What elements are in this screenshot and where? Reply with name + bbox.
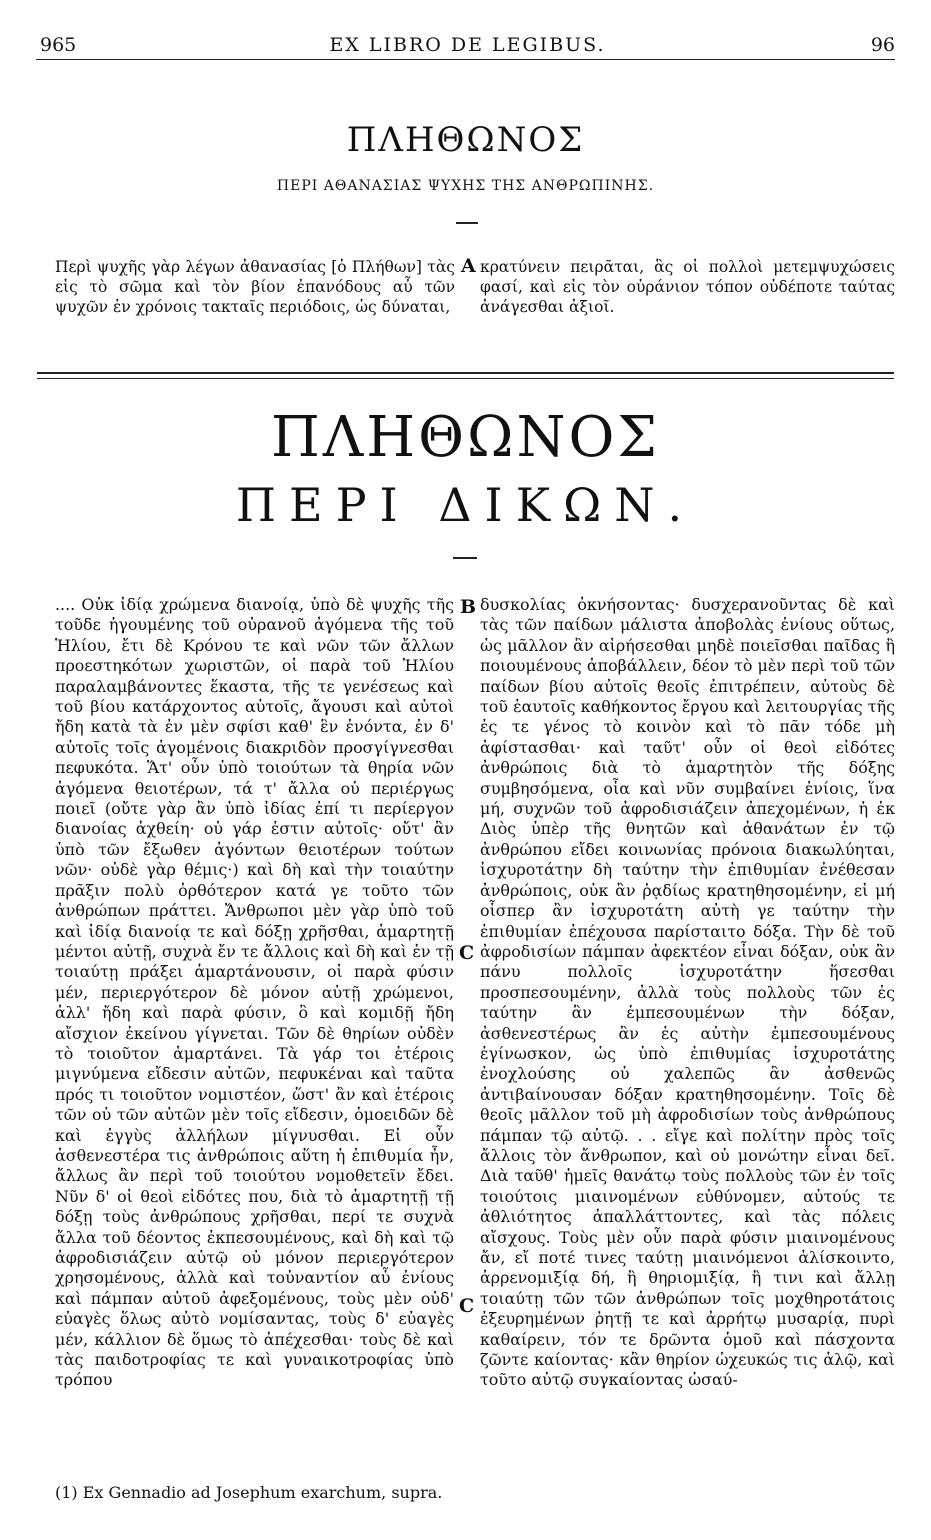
- section1-column-right: [480, 257, 895, 317]
- footnote: (1) Ex Gennadio ad Josephum exarchum, supra.: [55, 1483, 443, 1502]
- section2-dash: [453, 557, 477, 559]
- running-head: [40, 34, 895, 56]
- page-number-left: 965: [40, 34, 77, 56]
- section2-column-right: [480, 595, 895, 1391]
- margin-letter-c-second: C: [459, 1295, 475, 1317]
- section2-text-left: .... Οὐκ ἰδίᾳ χρώμενα διανοίᾳ, ὑπὸ δὲ ψυχῆς τῆς τοῦδε ἡγουμένης τοῦ οὐρανοῦ ἀγόμενα τῆς τοῦ Ἡλίου, ἔτι δὲ Κρόνου τε καὶ νῶν τῶν ἄλλων προεστηκότων χωριστῶν, οἱ παρὰ τοῦ Ἡλίου παραλαμβάνοντες ἕκαστα, τῆς τε γενέσεως καὶ τοῦ βίου κατάρχοντος αὐτοῖς, ἄγουσι καὶ αὐτοὶ ἤδη κατὰ τὰ ἐν μὲν σφίσι καθ' ἓν ἐνόντα, ἐν δ' αὐτοῖς τοῖς ἀγομένοις διακριδὸν προσγίγνεσθαι πεφυκότα. Ἅτ' οὖν ὑπὸ τοιούτων τὰ θηρία νῶν ἀγόμενα θειοτέρων, τά τ' ἄλλα οὐ περιέργως ποιεῖ (οὔτε γὰρ ἂν ὑπὸ ἰδίας ἐπί τι περίεργον διανοίας ἀχθείη· οὐ γάρ ἐστιν αὐτοῖς· οὔτ' ἂν ὑπὸ τῶν ἔξωθεν ἀγόντων θειοτέρων τούτων νῶν· οὐδὲ γὰρ θέμις·) καὶ δὴ καὶ τὴν τοιαύτην πρᾶξιν πολὺ ὀρθότερον κατά γε τοῦτο τῶν ἀνθρώπων πράττει. Ἄνθρωποι μὲν γὰρ ὑπὸ τοῦ καὶ ἰδίᾳ διανοίᾳ τε καὶ δόξῃ χρῆσθαι, ἁμαρτητῇ μέντοι αὐτῇ, συχνὰ ἔν τε ἄλλοις καὶ δὴ καὶ ἐν τῇ τοιαύτῃ πράξει ἁμαρτάνουσιν, οἱ παρὰ φύσιν μέν, περιεργότερον δὲ μόνον αὐτῇ χρώμενοι, ἀλλ' ἤδη καὶ παρὰ φύσιν, ὃ καὶ κομιδῇ ἤδη αἴσχιον ἐκείνου γίγνεται. Τῶν δὲ θηρίων οὐδὲν τὸ τοιοῦτον ἁμαρτάνει. Τὰ γάρ τοι ἑτέροις μιγνύμενα εἴδεσιν αὐτῶν, πεφυκέναι καὶ ταῦτα πρός τι τοιοῦτον νομιστέον, ὥστ' ἂν καὶ ἑτέροις τῶν οὐ τῶν αὐτῶν μὲν τοῖς εἴδεσιν, ὁμοειδῶν δὲ καὶ ἐγγὺς ἀλλήλων μίγνυσθαι. Εἰ οὖν ἀσθενεστέρα τις ἀνθρώποις αὕτη ἡ ἐπιθυμία ἦν, ἄλλως ἂν περὶ τοῦ τοιούτου νομοθετεῖν ἔδει. Νῦν δ' οἱ θεοὶ εἰδότες που, διὰ τὸ ἁμαρτητῇ τῇ δόξῃ τοὺς ἀνθρώπους χρῆσθαι, περί τε συχνὰ ἄλλα τοῦ δέοντος ἐκπεσουμένους, καὶ δὴ καὶ τῷ ἀφροδισιάζειν αὐτῷ οὐ μόνον περιεργότερον χρησομένους, ἀλλὰ καὶ τοὐναντίον αὖ ἐνίους καὶ πάμπαν αὐτοῦ ἀφεξομένους, τοὺς μὲν οὐδ' εὐαγὲς ὅλως αὐτὸ νομίσαντας, τοὺς δ' εὐαγὲς μέν, κάλλιον δὲ ὅμως τὸ ἀπέχεσθαι· τοὺς δὲ καὶ τὰς παιδοτροφίας τε καὶ γυναικοτροφίας ὑπὸ τρόπου: [55, 595, 454, 1390]
- section2-column-left: [55, 595, 454, 1391]
- header-rule: [36, 59, 895, 60]
- margin-letter-b: B: [460, 596, 477, 618]
- section1-text-right: κρατύνειν πειρᾶται, ἃς οἱ πολλοὶ μετεμψυχώσεις φασί, καὶ εἰς τὸν οὐράνιον τόπον οὐδέποτε ταύτας ἀνάγεσθαι ἀξιοῖ.: [480, 258, 895, 316]
- section-divider: [37, 372, 894, 379]
- running-title: EX LIBRO DE LEGIBUS.: [329, 34, 606, 56]
- section1-dash: [456, 222, 478, 224]
- section2-title: ΠΛΗΘΩΝΟΣ: [271, 405, 660, 470]
- margin-letter-c: C: [459, 942, 475, 964]
- section2-text-right: δυσκολίας ὀκνήσοντας· δυσχερανοῦντας δὲ καὶ τὰς τῶν παίδων μάλιστα ἀποβολὰς ἐνίους οὕτως, ὡς μᾶλλον ἂν αἱρήσεσθαι μηδὲ ποιεῖσθαι παῖδας ἢ ποιουμένους ἀποβάλλειν, δέον τὸ μὲν περὶ τοῦ τῶν παίδων βίου αὐτοῖς θεοῖς ἐπιτρέπειν, αὐτοὺς δὲ τοῦ ἑαυτοῖς καθήκοντος ἔργου καὶ λειτουργίας τῆς ἐς τε γένος τὸ κοινὸν καὶ τὸ πᾶν τόδε μὴ ἀφίστασθαι· καὶ ταῦτ' οὖν οἱ θεοὶ εἰδότες ἀνθρώποις διὰ τὸ ἁμαρτητὸν τῆς δόξης συμβησόμενα, οἷα καὶ νῦν συμβαίνει ἐνίοις, ἵνα μή, συχνῶν τοῦ ἀφροδισιάζειν ἀπεχομένων, ἡ ἐκ Διὸς ὑπὲρ τῆς θνητῶν καὶ ἀθανάτων ἐν τῷ ἀνθρώπου εἴδει κοινωνίας πρόνοια διακωλύηται, ἰσχυροτάτην δὴ ταύτην τὴν ἐπιθυμίαν ἐνέθεσαν ἀνθρώποις, οὐκ ἂν ῥᾳδίως κρατηθησομένην, εἰ μή οἷσπερ ἂν ἰσχυροτάτη αὐτὴ γε ταύτην τὴν ἐπιθυμίαν ἐπέχουσα παρίσταιτο δόξα. Τὴν δὲ τοῦ ἀφροδισίων πάμπαν ἀφεκτέον εἶναι δόξαν, οὐκ ἂν πάνυ πολλοῖς ἰσχυροτάτην ἥσεσθαι προσπεσουμένην, ἀλλὰ τοὺς πολλοὺς τῶν ἐς ταύτην ἂν ἐμπεσουμένων τὴν δόξαν, ἀσθενεστέρως ἂν ἐς αὐτὴν ἐμπεσουμένους ἐγίνωσκον, ὡς ὑπὸ ἐπιθυμίας ἰσχυροτάτης ἐνοχλούσης οὐ χαλεπῶς ἂν ἀσθενῶς ἀντιβαίνουσαν δόξαν κρατηθησομένην. Τοῖς δὲ θεοῖς μᾶλλον τοῦ μὴ ἀφροδισίων τοὺς ἀνθρώπους πάμπαν τῷ αὐτῷ. . . εἴγε καὶ πολίτην πρὸς τοῖς ἄλλοις τὸν ἄνθρωπον, καὶ οὐ μονώτην εἶναι δεῖ. Διὰ ταῦθ' ἡμεῖς θανάτῳ τοὺς πολλοὺς τῶν ἐν τοῖς τοιούτοις μιαινομένων εὐθύνομεν, αὐτούς τε ἀθλιότητος ἀπαλλάττοντες, καὶ τὰς πόλεις αἴσχους. Τοὺς μὲν οὖν παρὰ φύσιν μιαινομένους ἄν, εἴ ποτέ τινες ταύτῃ μιαινόμενοι ἁλίσκοιντο, ἀρρενομιξίᾳ δή, ἢ θηριομιξίᾳ, ἢ τινι καὶ ἄλλῃ τοιαύτῃ τῶν τῶν ἀνθρώπων τοῖς μοχθηροτάτοις ἐξευρημένων ῥητῇ τε καὶ ἀρρήτῳ μυσαρίᾳ, πυρὶ καθαίρειν, τόν τε δρῶντα ὁμοῦ καὶ πάσχοντα ζῶντε καίοντας· κἂν θηρίον ὠχευκώς τις ἁλῷ, καὶ τοῦτο αὐτῷ συγκαίοντας ὡσαύ-: [480, 595, 895, 1390]
- margin-letter-a: A: [461, 255, 476, 277]
- section1-title: ΠΛΗΘΩΝΟΣ: [346, 120, 585, 160]
- page-number-right: 96: [870, 34, 895, 56]
- section1-column-left: [55, 257, 455, 317]
- section1-subtitle: ΠΕΡΙ ΑΘΑΝΑΣΙΑΣ ΨΥΧΗΣ ΤΗΣ ΑΝΘΡΩΠΙΝΗΣ.: [276, 178, 655, 194]
- section2-subtitle: ΠΕΡΙ ΔΙΚΩΝ.: [235, 478, 696, 532]
- section1-text-left: Περὶ ψυχῆς γὰρ λέγων ἀθανασίας [ὁ Πλήθων] τὰς εἰς τὸ σῶμα καὶ τὸν βίον ἐπανόδους αὖ τῶν ψυχῶν ἐν χρόνοις τακταῖς περιόδοις, ὡς δύναται,: [55, 258, 455, 316]
